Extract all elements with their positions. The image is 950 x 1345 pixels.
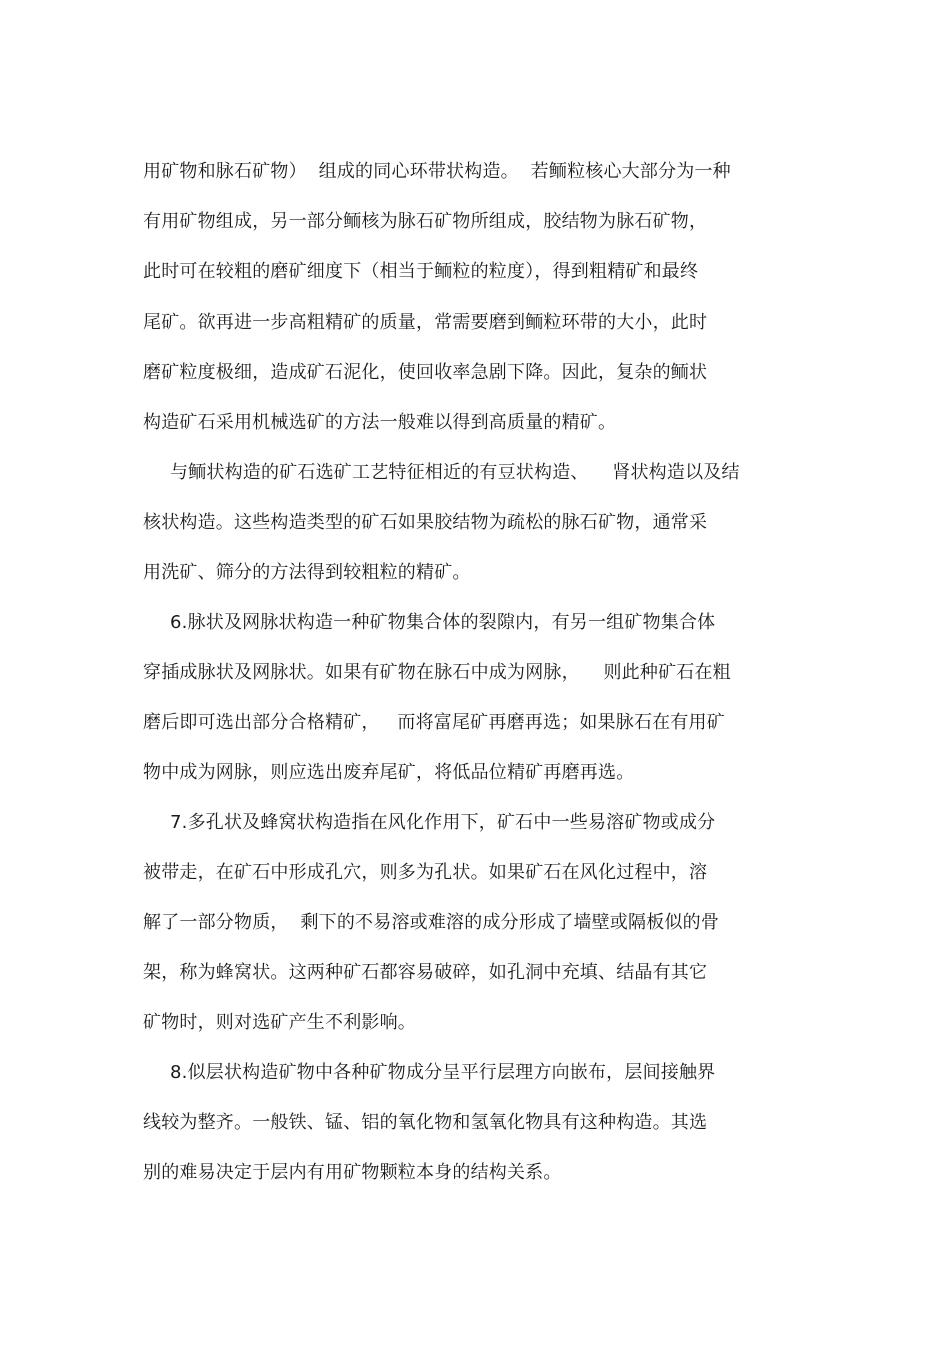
- text-line: 矿物时，则对选矿产生不利影响。: [143, 1012, 416, 1033]
- text-line: 6.脉状及网脉状构造一种矿物集合体的裂隙内，有另一组矿物集合体: [170, 612, 716, 633]
- text-line: 用矿物和脉石矿物） 组成的同心环带状构造。 若鲕粒核心大部分为一种: [143, 161, 731, 182]
- text-line: 解了一部分物质， 剩下的不易溶或难溶的成分形成了墙壁或隔板似的骨: [143, 912, 720, 933]
- text-line: 架，称为蜂窝状。这两种矿石都容易破碎，如孔洞中充填、结晶有其它: [143, 962, 708, 983]
- text-line: 被带走，在矿石中形成孔穴，则多为孔状。如果矿石在风化过程中，溶: [143, 862, 708, 883]
- text-line: 磨矿粒度极细，造成矿石泥化，使回收率急剧下降。因此，复杂的鲕状: [143, 362, 708, 383]
- text-line: 此时可在较粗的磨矿细度下（相当于鲕粒的粒度），得到粗精矿和最终: [143, 261, 699, 282]
- text-line: 用洗矿、筛分的方法得到较粗粒的精矿。: [143, 562, 471, 583]
- text-line: 穿插成脉状及网脉状。如果有矿物在脉石中成为网脉， 则此种矿石在粗: [143, 662, 731, 683]
- text-line: 7.多孔状及蜂窝状构造指在风化作用下，矿石中一些易溶矿物或成分: [170, 812, 716, 833]
- text-line: 磨后即可选出部分合格精矿， 而将富尾矿再磨再选；如果脉石在有用矿: [143, 712, 725, 733]
- text-line: 线较为整齐。一般铁、锰、铝的氧化物和氢氧化物具有这种构造。其选: [143, 1112, 708, 1133]
- text-line: 8.似层状构造矿物中各种矿物成分呈平行层理方向嵌布，层间接触界: [170, 1062, 716, 1083]
- text-line: 别的难易决定于层内有用矿物颗粒本身的结构关系。: [143, 1162, 562, 1183]
- text-line: 构造矿石采用机械选矿的方法一般难以得到高质量的精矿。: [143, 412, 617, 433]
- text-line: 物中成为网脉，则应选出废弃尾矿，将低品位精矿再磨再选。: [143, 762, 635, 783]
- text-line: 与鲕状构造的矿石选矿工艺特征相近的有豆状构造、 肾状构造以及结: [170, 462, 740, 483]
- text-line: 尾矿。欲再进一步高粗精矿的质量，常需要磨到鲕粒环带的大小，此时: [143, 312, 708, 333]
- text-line: 有用矿物组成，另一部分鲕核为脉石矿物所组成，胶结物为脉石矿物，: [143, 211, 708, 232]
- text-line: 核状构造。这些构造类型的矿石如果胶结物为疏松的脉石矿物，通常采: [143, 512, 708, 533]
